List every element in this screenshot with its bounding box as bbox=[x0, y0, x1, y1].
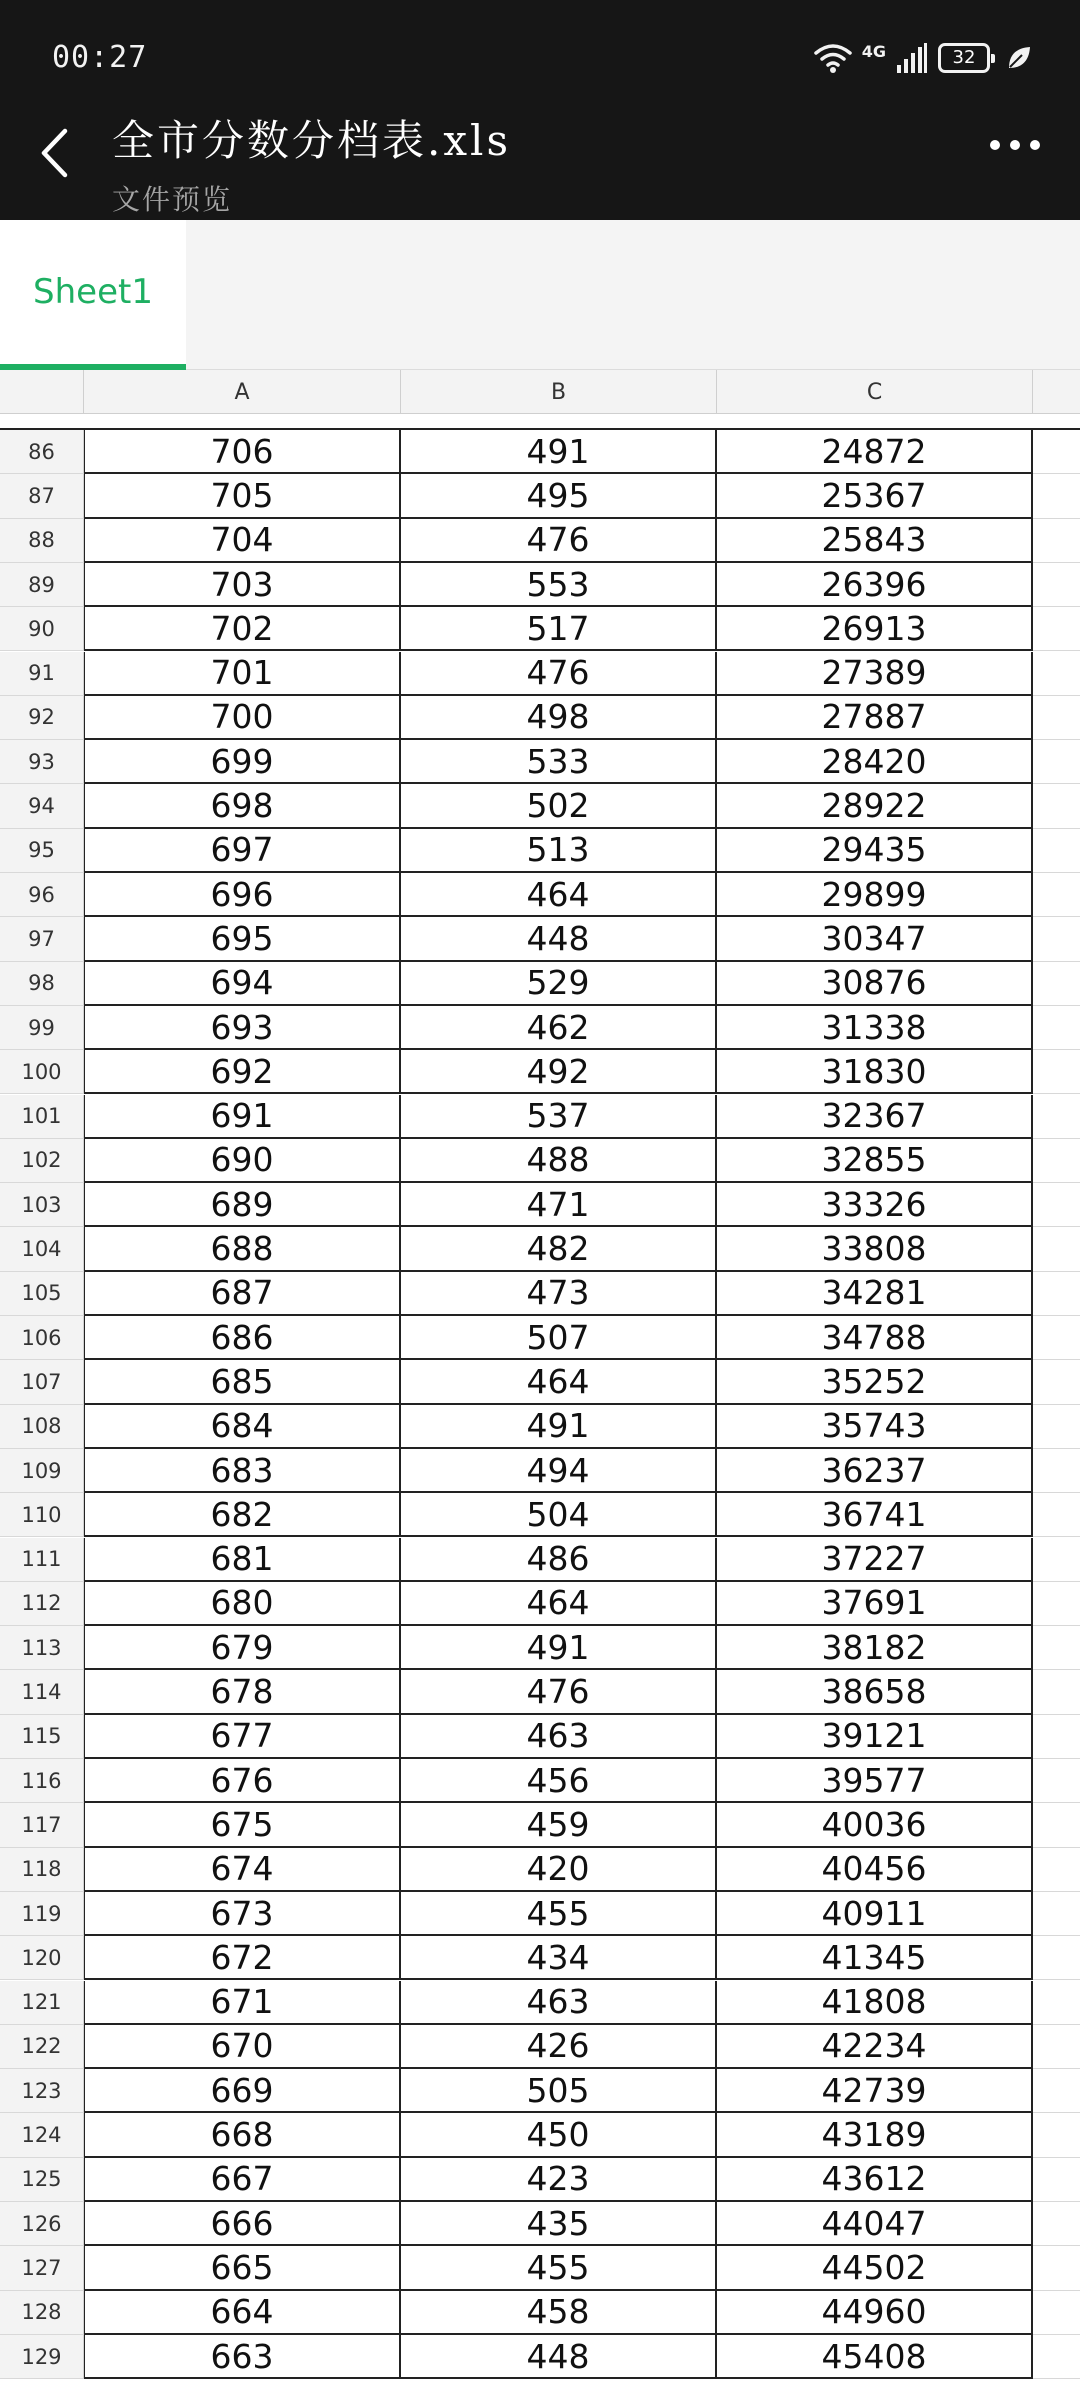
table-row bbox=[0, 474, 1080, 518]
cell-c[interactable]: 27389 bbox=[717, 652, 1033, 696]
cell-c[interactable]: 38658 bbox=[717, 1670, 1033, 1714]
cell-d[interactable] bbox=[1033, 784, 1080, 828]
row-number[interactable]: 99 bbox=[0, 1006, 84, 1050]
more-dot-icon bbox=[990, 140, 1000, 150]
cell-d[interactable] bbox=[1033, 1449, 1080, 1493]
row-number[interactable]: 119 bbox=[0, 1892, 84, 1936]
cell-d[interactable] bbox=[1033, 1715, 1080, 1759]
cell-a[interactable]: 686 bbox=[84, 1316, 401, 1360]
cell-d[interactable] bbox=[1033, 1493, 1080, 1537]
cell-d[interactable] bbox=[1033, 1626, 1080, 1670]
cell-a[interactable]: 696 bbox=[84, 873, 401, 917]
table-row bbox=[0, 607, 1080, 651]
cell-d[interactable] bbox=[1033, 1892, 1080, 1936]
cell-a[interactable]: 700 bbox=[84, 696, 401, 740]
cell-grid[interactable] bbox=[0, 414, 1080, 2388]
cell-a[interactable]: 690 bbox=[84, 1139, 401, 1183]
cell-d[interactable] bbox=[1033, 917, 1080, 961]
cell-b[interactable]: 517 bbox=[401, 607, 717, 651]
cell-d[interactable] bbox=[1033, 519, 1080, 563]
row-number[interactable]: 98 bbox=[0, 962, 84, 1006]
table-row bbox=[0, 519, 1080, 563]
cell-b[interactable]: 464 bbox=[401, 1360, 717, 1404]
leaf-icon bbox=[1006, 45, 1032, 71]
cell-c[interactable]: 34281 bbox=[717, 1272, 1033, 1316]
column-header-c[interactable]: C bbox=[717, 370, 1033, 414]
cell-c[interactable]: 42234 bbox=[717, 2025, 1033, 2069]
more-dot-icon bbox=[1030, 140, 1040, 150]
table-row bbox=[0, 563, 1080, 607]
cell-a[interactable]: 670 bbox=[84, 2025, 401, 2069]
cell-c[interactable]: 24872 bbox=[717, 430, 1033, 474]
cell-b[interactable]: 448 bbox=[401, 917, 717, 961]
table-row bbox=[0, 1670, 1080, 1714]
row-number[interactable]: 113 bbox=[0, 1626, 84, 1670]
cell-b[interactable]: 462 bbox=[401, 1006, 717, 1050]
cell-a[interactable]: 668 bbox=[84, 2113, 401, 2157]
cell-b[interactable]: 435 bbox=[401, 2202, 717, 2246]
cell-b[interactable]: 450 bbox=[401, 2113, 717, 2157]
row-number[interactable]: 124 bbox=[0, 2113, 84, 2157]
cell-a[interactable]: 683 bbox=[84, 1449, 401, 1493]
cell-b[interactable]: 455 bbox=[401, 1892, 717, 1936]
file-title: 全市分数分档表.xls bbox=[112, 116, 512, 165]
table-row bbox=[0, 1316, 1080, 1360]
top-bar bbox=[0, 0, 1080, 220]
cell-d[interactable] bbox=[1033, 2113, 1080, 2157]
row-number[interactable]: 96 bbox=[0, 873, 84, 917]
cell-c[interactable]: 31830 bbox=[717, 1050, 1033, 1094]
row-number[interactable]: 106 bbox=[0, 1316, 84, 1360]
row-number[interactable]: 126 bbox=[0, 2202, 84, 2246]
row-number[interactable]: 90 bbox=[0, 607, 84, 651]
table-row bbox=[0, 1449, 1080, 1493]
cell-b[interactable]: 507 bbox=[401, 1316, 717, 1360]
cell-a[interactable]: 693 bbox=[84, 1006, 401, 1050]
table-row bbox=[0, 829, 1080, 873]
table-row bbox=[0, 430, 1080, 474]
table-row bbox=[0, 784, 1080, 828]
row-number[interactable]: 103 bbox=[0, 1183, 84, 1227]
cell-c[interactable]: 29435 bbox=[717, 829, 1033, 873]
cell-b[interactable]: 504 bbox=[401, 1493, 717, 1537]
cell-b[interactable]: 420 bbox=[401, 1848, 717, 1892]
cell-d[interactable] bbox=[1033, 829, 1080, 873]
cell-a[interactable]: 677 bbox=[84, 1715, 401, 1759]
table-row bbox=[0, 1892, 1080, 1936]
cell-c[interactable]: 38182 bbox=[717, 1626, 1033, 1670]
table-row bbox=[0, 2291, 1080, 2335]
cell-c[interactable]: 41345 bbox=[717, 1936, 1033, 1980]
cell-d[interactable] bbox=[1033, 1582, 1080, 1626]
cell-c[interactable]: 35743 bbox=[717, 1405, 1033, 1449]
table-row bbox=[0, 1095, 1080, 1139]
cell-c[interactable]: 28420 bbox=[717, 740, 1033, 784]
row-number[interactable]: 118 bbox=[0, 1848, 84, 1892]
cell-d[interactable] bbox=[1033, 696, 1080, 740]
table-row bbox=[0, 1006, 1080, 1050]
row-number[interactable]: 97 bbox=[0, 917, 84, 961]
cell-c[interactable]: 25843 bbox=[717, 519, 1033, 563]
table-row bbox=[0, 1626, 1080, 1670]
title-block bbox=[112, 108, 511, 218]
column-header-b[interactable]: B bbox=[401, 370, 717, 414]
signal-icon bbox=[896, 43, 928, 73]
cell-b[interactable]: 486 bbox=[401, 1538, 717, 1582]
table-row bbox=[0, 1848, 1080, 1892]
table-row bbox=[0, 1272, 1080, 1316]
more-dot-icon bbox=[1010, 140, 1020, 150]
cell-b[interactable]: 513 bbox=[401, 829, 717, 873]
row-number[interactable]: 109 bbox=[0, 1449, 84, 1493]
row-number[interactable]: 100 bbox=[0, 1050, 84, 1094]
column-header-a[interactable]: A bbox=[84, 370, 401, 414]
cell-a[interactable]: 685 bbox=[84, 1360, 401, 1404]
cell-c[interactable]: 26913 bbox=[717, 607, 1033, 651]
row-number[interactable]: 88 bbox=[0, 519, 84, 563]
battery-icon bbox=[938, 43, 990, 73]
cell-c[interactable]: 43612 bbox=[717, 2158, 1033, 2202]
table-row bbox=[0, 1139, 1080, 1183]
cell-c[interactable]: 28922 bbox=[717, 784, 1033, 828]
cell-b[interactable]: 498 bbox=[401, 696, 717, 740]
cell-c[interactable]: 30876 bbox=[717, 962, 1033, 1006]
cell-d[interactable] bbox=[1033, 474, 1080, 518]
select-all-corner[interactable] bbox=[0, 370, 84, 414]
cell-c[interactable]: 40036 bbox=[717, 1803, 1033, 1847]
cell-c[interactable]: 42739 bbox=[717, 2069, 1033, 2113]
cell-a[interactable]: 695 bbox=[84, 917, 401, 961]
cell-d[interactable] bbox=[1033, 1095, 1080, 1139]
cell-c[interactable]: 39121 bbox=[717, 1715, 1033, 1759]
cell-c[interactable]: 39577 bbox=[717, 1759, 1033, 1803]
cell-a[interactable]: 667 bbox=[84, 2158, 401, 2202]
cell-c[interactable]: 31338 bbox=[717, 1006, 1033, 1050]
row-number[interactable]: 116 bbox=[0, 1759, 84, 1803]
cell-b[interactable]: 537 bbox=[401, 1095, 717, 1139]
table-row bbox=[0, 1981, 1080, 2025]
table-row bbox=[0, 1227, 1080, 1271]
cell-a[interactable]: 669 bbox=[84, 2069, 401, 2113]
cell-d[interactable] bbox=[1033, 430, 1080, 474]
cell-c[interactable]: 40456 bbox=[717, 1848, 1033, 1892]
cell-d[interactable] bbox=[1033, 563, 1080, 607]
cell-b[interactable]: 533 bbox=[401, 740, 717, 784]
cell-a[interactable]: 666 bbox=[84, 2202, 401, 2246]
cell-d[interactable] bbox=[1033, 1538, 1080, 1582]
cell-c[interactable]: 35252 bbox=[717, 1360, 1033, 1404]
cell-b[interactable]: 553 bbox=[401, 563, 717, 607]
cell-d[interactable] bbox=[1033, 2202, 1080, 2246]
cell-d[interactable] bbox=[1033, 607, 1080, 651]
cell-a[interactable]: 671 bbox=[84, 1981, 401, 2025]
cell-a[interactable]: 676 bbox=[84, 1759, 401, 1803]
cell-d[interactable] bbox=[1033, 1670, 1080, 1714]
table-row bbox=[0, 1493, 1080, 1537]
cell-a[interactable]: 704 bbox=[84, 519, 401, 563]
network-type: 4G bbox=[861, 41, 886, 61]
table-row bbox=[0, 1360, 1080, 1404]
table-row bbox=[0, 2335, 1080, 2379]
row-number[interactable]: 92 bbox=[0, 696, 84, 740]
cell-a[interactable]: 691 bbox=[84, 1095, 401, 1139]
cell-c[interactable]: 44960 bbox=[717, 2291, 1033, 2335]
row-number[interactable]: 112 bbox=[0, 1582, 84, 1626]
cell-a[interactable]: 674 bbox=[84, 1848, 401, 1892]
table-row bbox=[0, 1582, 1080, 1626]
cell-a[interactable]: 688 bbox=[84, 1227, 401, 1271]
row-number[interactable]: 104 bbox=[0, 1227, 84, 1271]
cell-b[interactable]: 488 bbox=[401, 1139, 717, 1183]
back-button[interactable] bbox=[24, 118, 84, 188]
cell-b[interactable]: 476 bbox=[401, 652, 717, 696]
table-row bbox=[0, 1183, 1080, 1227]
cell-d[interactable] bbox=[1033, 1316, 1080, 1360]
cell-b[interactable]: 491 bbox=[401, 430, 717, 474]
table-row bbox=[0, 962, 1080, 1006]
cell-a[interactable]: 697 bbox=[84, 829, 401, 873]
cell-a[interactable]: 706 bbox=[84, 430, 401, 474]
file-subtitle: 文件预览 bbox=[112, 183, 233, 216]
cell-b[interactable]: 494 bbox=[401, 1449, 717, 1493]
row-number[interactable]: 127 bbox=[0, 2246, 84, 2290]
cell-c[interactable]: 36237 bbox=[717, 1449, 1033, 1493]
row-number[interactable]: 102 bbox=[0, 1139, 84, 1183]
cell-b[interactable]: 448 bbox=[401, 2335, 717, 2379]
row-number[interactable]: 108 bbox=[0, 1405, 84, 1449]
battery-level: 32 bbox=[952, 47, 976, 68]
wifi-icon bbox=[814, 42, 852, 74]
cell-a[interactable]: 678 bbox=[84, 1670, 401, 1714]
cell-c[interactable]: 40911 bbox=[717, 1892, 1033, 1936]
table-row bbox=[0, 696, 1080, 740]
cell-d[interactable] bbox=[1033, 2291, 1080, 2335]
row-number[interactable]: 123 bbox=[0, 2069, 84, 2113]
cell-d[interactable] bbox=[1033, 2335, 1080, 2379]
cell-a[interactable]: 694 bbox=[84, 962, 401, 1006]
table-row bbox=[0, 1405, 1080, 1449]
row-number[interactable]: 107 bbox=[0, 1360, 84, 1404]
cell-a[interactable]: 672 bbox=[84, 1936, 401, 1980]
cell-d[interactable] bbox=[1033, 873, 1080, 917]
cell-b[interactable]: 464 bbox=[401, 1582, 717, 1626]
table-row bbox=[0, 2113, 1080, 2157]
cell-d[interactable] bbox=[1033, 1272, 1080, 1316]
cell-d[interactable] bbox=[1033, 2246, 1080, 2290]
cell-c[interactable]: 34788 bbox=[717, 1316, 1033, 1360]
table-row bbox=[0, 2246, 1080, 2290]
cell-c[interactable]: 25367 bbox=[717, 474, 1033, 518]
cell-c[interactable]: 41808 bbox=[717, 1981, 1033, 2025]
row-number[interactable]: 129 bbox=[0, 2335, 84, 2379]
row-number[interactable]: 125 bbox=[0, 2158, 84, 2202]
cell-c[interactable]: 44502 bbox=[717, 2246, 1033, 2290]
cell-c[interactable]: 33326 bbox=[717, 1183, 1033, 1227]
cell-b[interactable]: 463 bbox=[401, 1981, 717, 2025]
cell-a[interactable]: 664 bbox=[84, 2291, 401, 2335]
table-row bbox=[0, 873, 1080, 917]
cell-a[interactable]: 692 bbox=[84, 1050, 401, 1094]
cell-a[interactable]: 663 bbox=[84, 2335, 401, 2379]
table-row bbox=[0, 1715, 1080, 1759]
cell-d[interactable] bbox=[1033, 1848, 1080, 1892]
cell-d[interactable] bbox=[1033, 652, 1080, 696]
row-number[interactable]: 94 bbox=[0, 784, 84, 828]
cell-d[interactable] bbox=[1033, 1360, 1080, 1404]
table-row bbox=[0, 1050, 1080, 1094]
cell-d[interactable] bbox=[1033, 1803, 1080, 1847]
row-number[interactable]: 105 bbox=[0, 1272, 84, 1316]
cell-d[interactable] bbox=[1033, 1405, 1080, 1449]
cell-b[interactable]: 423 bbox=[401, 2158, 717, 2202]
row-number[interactable]: 110 bbox=[0, 1493, 84, 1537]
tab-sheet1[interactable]: Sheet1 bbox=[0, 220, 186, 370]
table-row bbox=[0, 1803, 1080, 1847]
cell-d[interactable] bbox=[1033, 1183, 1080, 1227]
sheet-tab-bar bbox=[0, 220, 1080, 370]
row-number[interactable]: 87 bbox=[0, 474, 84, 518]
row-number[interactable]: 117 bbox=[0, 1803, 84, 1847]
status-icons bbox=[814, 38, 1032, 78]
cell-b[interactable]: 455 bbox=[401, 2246, 717, 2290]
cell-c[interactable]: 32367 bbox=[717, 1095, 1033, 1139]
table-row bbox=[0, 2158, 1080, 2202]
cell-a[interactable]: 682 bbox=[84, 1493, 401, 1537]
cell-b[interactable]: 463 bbox=[401, 1715, 717, 1759]
cell-c[interactable]: 44047 bbox=[717, 2202, 1033, 2246]
row-number[interactable]: 101 bbox=[0, 1095, 84, 1139]
row-number[interactable]: 111 bbox=[0, 1538, 84, 1582]
table-row bbox=[0, 652, 1080, 696]
chevron-left-icon bbox=[39, 128, 69, 178]
cell-d[interactable] bbox=[1033, 740, 1080, 784]
cell-a[interactable]: 702 bbox=[84, 607, 401, 651]
row-number[interactable]: 114 bbox=[0, 1670, 84, 1714]
cell-a[interactable]: 665 bbox=[84, 2246, 401, 2290]
cell-a[interactable]: 681 bbox=[84, 1538, 401, 1582]
table-row bbox=[0, 740, 1080, 784]
cell-c[interactable]: 26396 bbox=[717, 563, 1033, 607]
row-number[interactable]: 91 bbox=[0, 652, 84, 696]
cell-d[interactable] bbox=[1033, 1006, 1080, 1050]
cell-a[interactable]: 705 bbox=[84, 474, 401, 518]
row-number[interactable]: 89 bbox=[0, 563, 84, 607]
cell-b[interactable]: 476 bbox=[401, 1670, 717, 1714]
cell-b[interactable]: 459 bbox=[401, 1803, 717, 1847]
row-number[interactable]: 121 bbox=[0, 1981, 84, 2025]
cell-b[interactable]: 482 bbox=[401, 1227, 717, 1271]
cell-c[interactable]: 45408 bbox=[717, 2335, 1033, 2379]
cell-c[interactable]: 37691 bbox=[717, 1582, 1033, 1626]
cell-a[interactable]: 703 bbox=[84, 563, 401, 607]
cell-b[interactable]: 471 bbox=[401, 1183, 717, 1227]
cell-a[interactable]: 701 bbox=[84, 652, 401, 696]
more-options-button[interactable] bbox=[990, 140, 1040, 150]
table-row bbox=[0, 1936, 1080, 1980]
cell-d[interactable] bbox=[1033, 1139, 1080, 1183]
cell-c[interactable]: 30347 bbox=[717, 917, 1033, 961]
cell-a[interactable]: 679 bbox=[84, 1626, 401, 1670]
cell-a[interactable]: 680 bbox=[84, 1582, 401, 1626]
cell-b[interactable]: 456 bbox=[401, 1759, 717, 1803]
cell-c[interactable]: 36741 bbox=[717, 1493, 1033, 1537]
cell-b[interactable]: 492 bbox=[401, 1050, 717, 1094]
table-row bbox=[0, 917, 1080, 961]
table-row bbox=[0, 2202, 1080, 2246]
row-number[interactable]: 86 bbox=[0, 430, 84, 474]
cell-c[interactable]: 43189 bbox=[717, 2113, 1033, 2157]
cell-a[interactable]: 687 bbox=[84, 1272, 401, 1316]
cell-d[interactable] bbox=[1033, 1981, 1080, 2025]
cell-d[interactable] bbox=[1033, 1759, 1080, 1803]
cell-b[interactable]: 491 bbox=[401, 1405, 717, 1449]
cell-a[interactable]: 699 bbox=[84, 740, 401, 784]
cell-d[interactable] bbox=[1033, 2069, 1080, 2113]
cell-d[interactable] bbox=[1033, 1050, 1080, 1094]
cell-b[interactable]: 434 bbox=[401, 1936, 717, 1980]
table-row bbox=[0, 2069, 1080, 2113]
cell-d[interactable] bbox=[1033, 1227, 1080, 1271]
row-number[interactable]: 95 bbox=[0, 829, 84, 873]
table-row bbox=[0, 1538, 1080, 1582]
cell-c[interactable]: 32855 bbox=[717, 1139, 1033, 1183]
frozen-row-divider bbox=[0, 414, 1080, 430]
cell-b[interactable]: 529 bbox=[401, 962, 717, 1006]
row-number[interactable]: 122 bbox=[0, 2025, 84, 2069]
cell-b[interactable]: 502 bbox=[401, 784, 717, 828]
cell-b[interactable]: 491 bbox=[401, 1626, 717, 1670]
cell-a[interactable]: 698 bbox=[84, 784, 401, 828]
cell-a[interactable]: 684 bbox=[84, 1405, 401, 1449]
cell-c[interactable]: 37227 bbox=[717, 1538, 1033, 1582]
cell-b[interactable]: 505 bbox=[401, 2069, 717, 2113]
row-number[interactable]: 93 bbox=[0, 740, 84, 784]
cell-c[interactable]: 33808 bbox=[717, 1227, 1033, 1271]
cell-d[interactable] bbox=[1033, 1936, 1080, 1980]
cell-c[interactable]: 29899 bbox=[717, 873, 1033, 917]
cell-b[interactable]: 476 bbox=[401, 519, 717, 563]
cell-d[interactable] bbox=[1033, 2158, 1080, 2202]
cell-a[interactable]: 675 bbox=[84, 1803, 401, 1847]
table-row bbox=[0, 2025, 1080, 2069]
row-number[interactable]: 120 bbox=[0, 1936, 84, 1980]
cell-a[interactable]: 673 bbox=[84, 1892, 401, 1936]
column-header-row bbox=[0, 370, 1080, 414]
cell-c[interactable]: 27887 bbox=[717, 696, 1033, 740]
cell-b[interactable]: 495 bbox=[401, 474, 717, 518]
table-row bbox=[0, 1759, 1080, 1803]
cell-b[interactable]: 464 bbox=[401, 873, 717, 917]
cell-d[interactable] bbox=[1033, 2025, 1080, 2069]
cell-b[interactable]: 473 bbox=[401, 1272, 717, 1316]
cell-b[interactable]: 426 bbox=[401, 2025, 717, 2069]
row-number[interactable]: 128 bbox=[0, 2291, 84, 2335]
cell-a[interactable]: 689 bbox=[84, 1183, 401, 1227]
row-number[interactable]: 115 bbox=[0, 1715, 84, 1759]
cell-b[interactable]: 458 bbox=[401, 2291, 717, 2335]
cell-d[interactable] bbox=[1033, 962, 1080, 1006]
status-time: 00:27 bbox=[52, 40, 148, 75]
